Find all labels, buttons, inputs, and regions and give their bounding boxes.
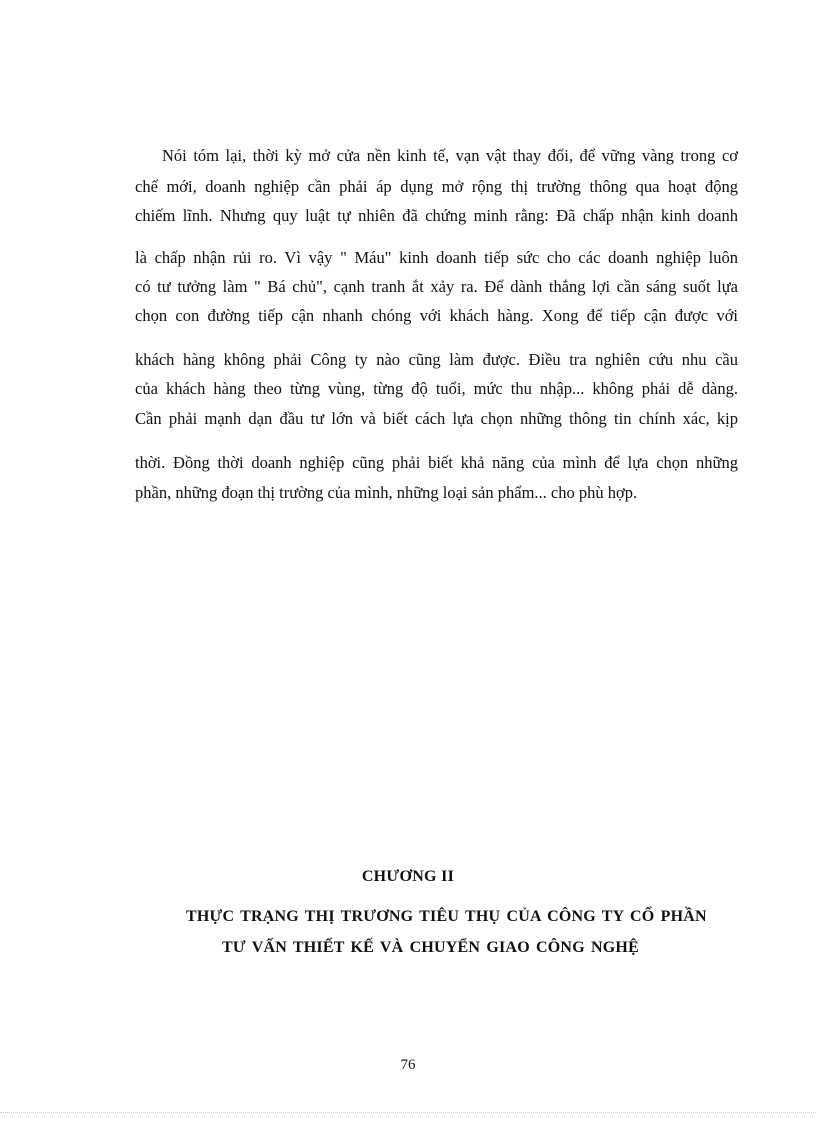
paragraph-line-10: thời. Đồng thời doanh nghiệp cũng phải biết khả năng của mình để lựa chọn những — [135, 453, 738, 472]
paragraph-line-5: có tư tưởng làm " Bá chủ", cạnh tranh ắt xảy ra. Để dành thắng lợi cần sáng suốt lựa — [135, 277, 738, 296]
paragraph-line-7: khách hàng không phải Công ty nào cũng làm được. Điều tra nghiên cứu nhu cầu — [135, 350, 738, 369]
paragraph-line-1: Nói tóm lại, thời kỳ mở cửa nền kinh tế, vạn vật thay đổi, để vững vàng trong cơ — [162, 146, 738, 165]
chapter-label: CHƯƠNG II — [361, 868, 455, 885]
paragraph-line-6: chọn con đường tiếp cận nhanh chóng với khách hàng. Xong để tiếp cận được với — [135, 306, 738, 325]
paragraph-line-11: phần, những đoạn thị trường của mình, những loại sản phẩm... cho phù hợp. — [135, 483, 638, 502]
chapter-title-line-1: THỰC TRẠNG THỊ TRƯƠNG TIÊU THỤ CỦA CÔNG TY CỔ PHẦN — [186, 908, 707, 925]
paragraph-line-3: chiếm lĩnh. Nhưng quy luật tự nhiên đã chứng minh rằng: Đã chấp nhận kinh doanh — [135, 206, 738, 225]
paragraph-line-2: chế mới, doanh nghiệp cần phải áp dụng mở rộng thị trường thông qua hoạt động — [135, 177, 738, 196]
paragraph-line-9: Cần phải mạnh dạn đầu tư lớn và biết cách lựa chọn những thông tin chính xác, kịp — [135, 409, 738, 428]
paragraph-line-4: là chấp nhận rủi ro. Vì vậy " Máu" kinh doanh tiếp sức cho các doanh nghiệp luôn — [135, 248, 738, 267]
page-number: 76 — [400, 1057, 416, 1073]
chapter-title-line-2: TƯ VẤN THIẾT KẾ VÀ CHUYỂN GIAO CÔNG NGHỆ — [222, 939, 639, 956]
paragraph-line-8: của khách hàng theo từng vùng, từng độ tuổi, mức thu nhập... không phải dễ dàng. — [135, 379, 738, 398]
footer-divider — [0, 1112, 816, 1113]
